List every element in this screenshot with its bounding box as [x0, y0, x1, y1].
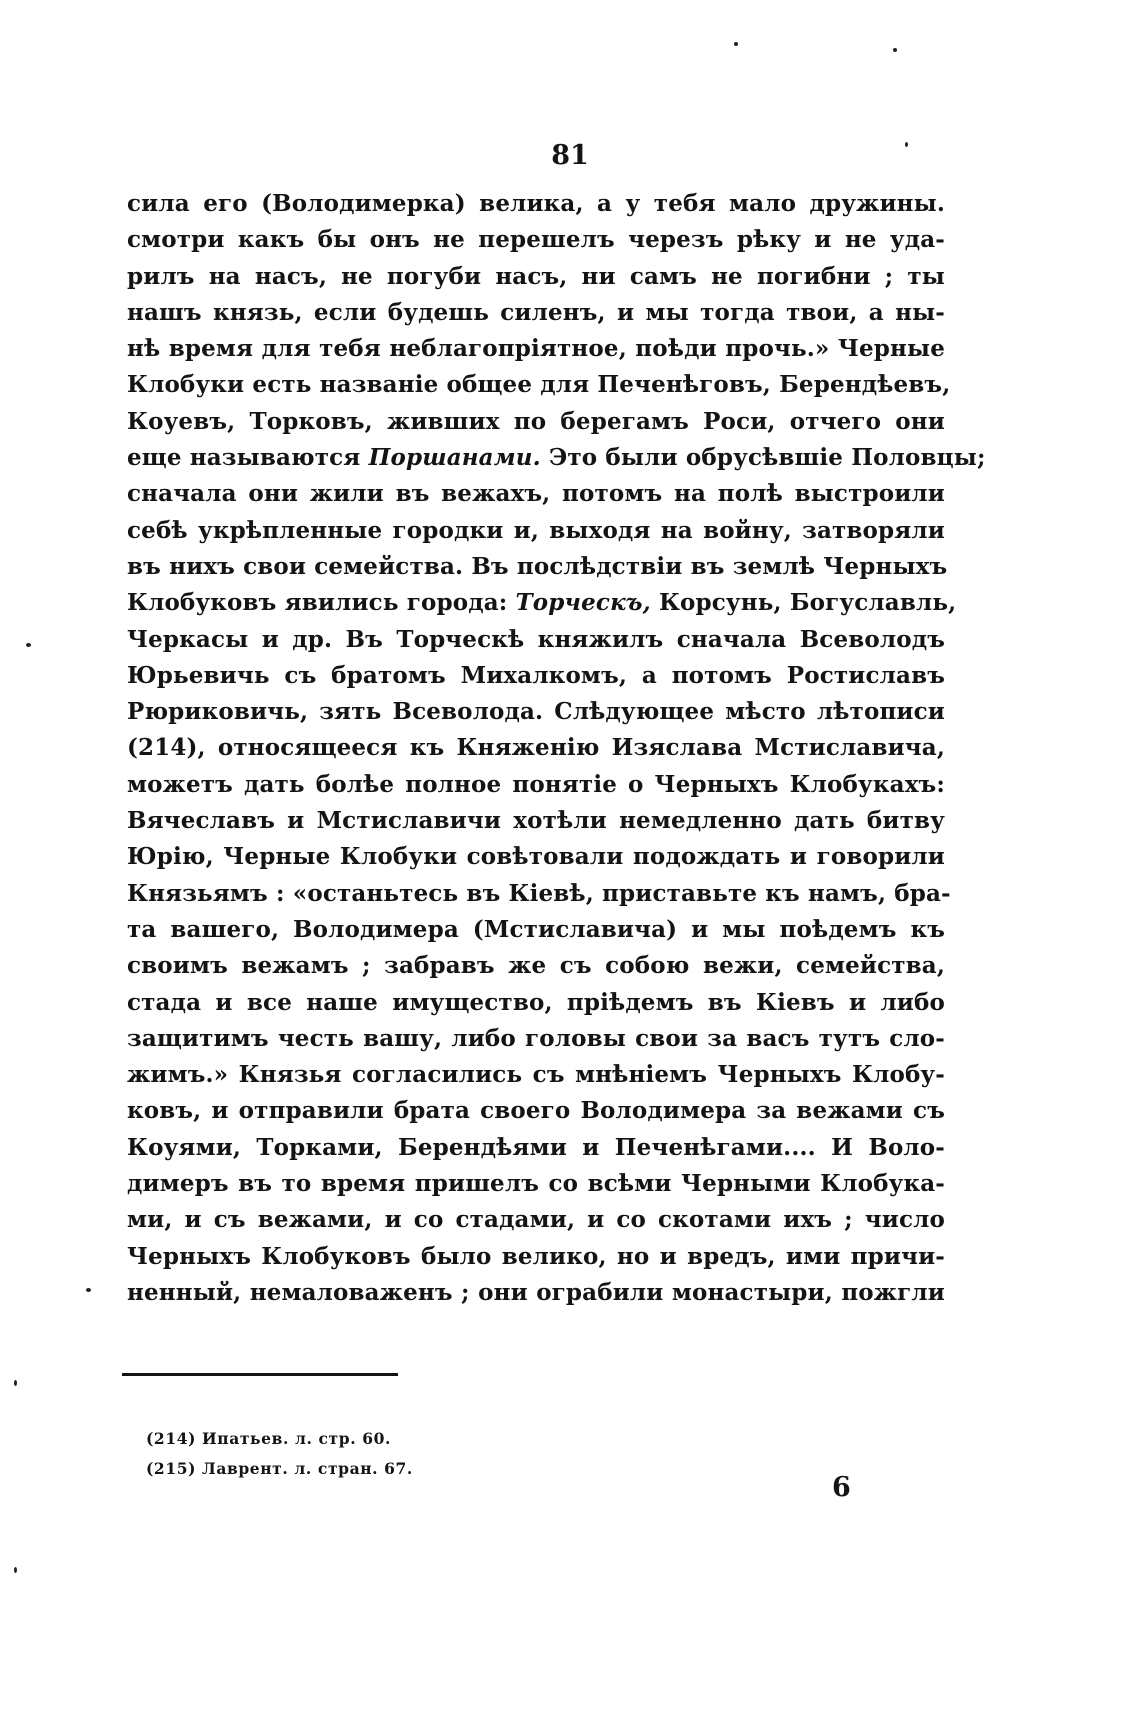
text-line [127, 839, 945, 875]
text-line [127, 367, 951, 403]
text-segment: (214), относящееся къ Княженію Изяслава Мстиславича, [127, 734, 945, 762]
text-segment: ненный, немаловаженъ ; они ограбили монастыри, пожгли [127, 1278, 945, 1306]
body-text [127, 186, 986, 1311]
footnote-rule [122, 1373, 398, 1376]
text-line [127, 767, 945, 803]
text-segment: Коуями, Торками, Берендѣями и Печенѣгами.... И Воло- [127, 1133, 945, 1161]
scan-speck [734, 42, 738, 46]
text-line [127, 948, 945, 984]
text-line [127, 1275, 945, 1311]
text-line [127, 186, 945, 222]
text-line [127, 985, 945, 1021]
text-line [127, 803, 945, 839]
text-segment: можетъ дать болѣе полное понятіе о Черныхъ Клобукахъ: [127, 770, 945, 798]
scan-speck [905, 142, 908, 147]
text-segment: нашъ князь, если будешь силенъ, и мы тогда твои, а ны- [127, 298, 945, 326]
text-segment: Поршанами. [368, 444, 541, 472]
text-segment: Юрію, Черные Клобуки совѣтовали подождать и говорили [127, 843, 945, 871]
text-segment: Это были обрусѣвшіе Половцы; [540, 444, 986, 472]
text-segment: Юрьевичь съ братомъ Михалкомъ, а потомъ Ростиславъ [127, 661, 945, 689]
text-line [127, 730, 945, 766]
text-line [127, 1166, 945, 1202]
text-segment: сила его (Володимерка) велика, а у тебя мало дружины. [127, 190, 945, 217]
text-segment: та вашего, Володимера (Мстиславича) и мы поѣдемъ къ [127, 915, 945, 943]
text-line [127, 1021, 945, 1057]
text-line [127, 1239, 945, 1275]
text-segment: Рюриковичь, зять Всеволода. Слѣдующее мѣсто лѣтописи [127, 698, 945, 726]
page-number: 81 [551, 140, 589, 171]
text-line [127, 259, 945, 295]
text-line [127, 549, 948, 585]
text-segment: жимъ.» Князья согласились съ мнѣніемъ Черныхъ Клобу- [127, 1061, 945, 1089]
text-line [127, 331, 945, 367]
text-line [127, 1093, 945, 1129]
scan-speck [14, 1567, 17, 1573]
footnotes [146, 1424, 646, 1484]
text-line [127, 1057, 945, 1093]
text-line [127, 585, 957, 621]
text-line [127, 694, 945, 730]
text-segment: димеръ въ то время пришелъ со всѣми Черными Клобука- [127, 1170, 945, 1198]
text-line [127, 658, 945, 694]
text-segment: Корсунь, Богуславль, [650, 589, 957, 617]
text-segment: ковъ, и отправили брата своего Володимера за вежами съ [127, 1097, 945, 1125]
text-segment: Черкасы и др. Въ Торческѣ княжилъ сначала Всеволодъ [127, 625, 945, 653]
text-segment: Клобуковъ явились города: [127, 589, 516, 617]
signature-mark: 6 [832, 1472, 851, 1503]
scan-speck [14, 1380, 17, 1386]
text-line [127, 404, 945, 440]
text-segment: рилъ на насъ, не погуби насъ, ни самъ не погибни ; ты [127, 262, 945, 290]
footnote: (215) Лаврент. л. стран. 67. [146, 1459, 413, 1478]
text-line [127, 1130, 945, 1166]
text-segment: стада и все наше имущество, пріѣдемъ въ Кіевъ и либо [127, 988, 945, 1016]
text-segment: защитимъ честь вашу, либо головы свои за васъ тутъ сло- [127, 1024, 945, 1052]
text-segment: еще называются [127, 444, 369, 472]
text-line [127, 912, 945, 948]
text-segment: смотри какъ бы онъ не перешелъ черезъ рѣку и не уда- [127, 226, 945, 254]
text-line [127, 476, 945, 512]
text-segment: Князьямъ : «останьтесь въ Кіевѣ, приставьте къ намъ, бра- [127, 879, 951, 907]
text-line [127, 222, 945, 258]
text-segment: въ нихъ свои семейства. Въ послѣдствіи въ землѣ Черныхъ [127, 552, 948, 580]
scan-speck [86, 1288, 91, 1292]
text-line [127, 622, 945, 658]
text-segment: Клобуки есть названіе общее для Печенѣговъ, Берендѣевъ, [127, 371, 951, 399]
text-line [127, 1202, 945, 1238]
text-segment: себѣ укрѣпленные городки и, выходя на войну, затворяли [127, 516, 945, 544]
text-line [127, 876, 951, 912]
text-line [127, 440, 986, 476]
text-segment: ми, и съ вежами, и со стадами, и со скотами ихъ ; число [127, 1206, 945, 1234]
scan-speck [26, 643, 31, 647]
footnote: (214) Ипатьев. л. стр. 60. [146, 1429, 391, 1448]
scan-speck [893, 48, 897, 52]
text-segment: Торческъ, [515, 589, 651, 617]
text-line [127, 295, 945, 331]
text-segment: нѣ время для тебя неблагопріятное, поѣди прочь.» Черные [127, 335, 945, 363]
text-segment: Вячеславъ и Мстиславичи хотѣли немедленно дать битву [127, 807, 945, 835]
text-segment: Коуевъ, Торковъ, живших по берегамъ Роси, отчего они [127, 407, 945, 435]
text-segment: своимъ вежамъ ; забравъ же съ собою вежи, семейства, [127, 952, 945, 980]
text-segment: сначала они жили въ вежахъ, потомъ на полѣ выстроили [127, 480, 945, 508]
text-segment: Черныхъ Клобуковъ было велико, но и вредъ, ими причи- [127, 1242, 945, 1270]
text-line [127, 513, 945, 549]
